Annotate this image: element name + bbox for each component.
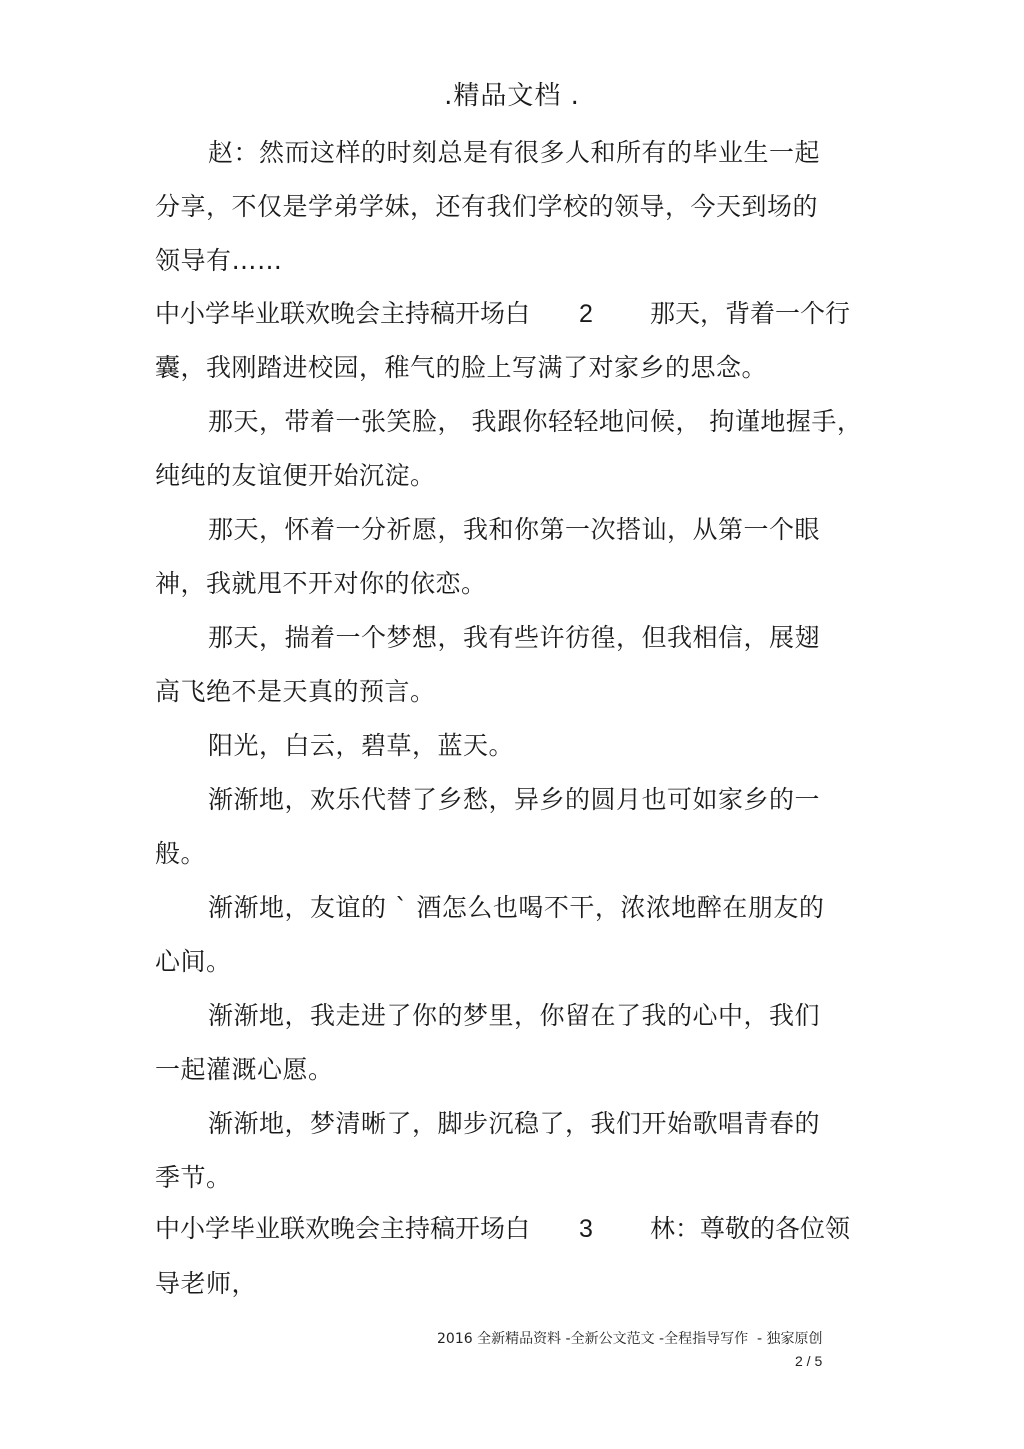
text-line: 季节。	[155, 1163, 232, 1192]
text-line: 那天，带着一张笑脸， 我跟你轻轻地问候， 拘谨地握手，	[208, 407, 863, 436]
text-line: 囊，我刚踏进校园，稚气的脸上写满了对家乡的思念。	[155, 353, 768, 382]
text-line: 分享，不仅是学弟学妹，还有我们学校的领导，今天到场的	[155, 192, 819, 221]
section-number: 2	[579, 300, 593, 328]
section-text: 那天，背着一个行	[650, 299, 851, 328]
text-line: 般。	[155, 839, 207, 868]
page-footer: 2016 全新精品资料 -全新公文范文 -全程指导写作 - 独家原创	[437, 1331, 823, 1347]
page-number: 2 / 5	[795, 1353, 823, 1369]
text-line: 高飞绝不是天真的预言。	[155, 677, 436, 706]
text-line: 导老师，	[155, 1269, 258, 1298]
text-line: 神，我就甩不开对你的依恋。	[155, 569, 487, 598]
text-line: 渐渐地，友谊的 ` 酒怎么也喝不干，浓浓地醉在朋友的	[208, 893, 825, 922]
section-title: 中小学毕业联欢晚会主持稿开场白	[155, 1214, 531, 1243]
text-line: 心间。	[155, 947, 232, 976]
section-title: 中小学毕业联欢晚会主持稿开场白	[155, 299, 531, 328]
section-number: 3	[579, 1215, 593, 1243]
section-text: 林：尊敬的各位领	[650, 1214, 851, 1243]
text-line: 阳光，白云，碧草，蓝天。	[208, 731, 515, 760]
text-line: 纯纯的友谊便开始沉淀。	[155, 461, 436, 490]
text-line: 渐渐地，我走进了你的梦里，你留在了我的心中，我们	[208, 1001, 821, 1030]
document-header: .精品文档 .	[444, 81, 580, 111]
text-line: 赵：然而这样的时刻总是有很多人和所有的毕业生一起	[208, 138, 821, 167]
text-line: 渐渐地，梦清晰了，脚步沉稳了，我们开始歌唱青春的	[208, 1109, 821, 1138]
text-line: 那天，揣着一个梦想，我有些许彷徨，但我相信，展翅	[208, 623, 821, 652]
text-line: 领导有……	[155, 246, 283, 275]
text-line: 一起灌溉心愿。	[155, 1055, 334, 1084]
text-line: 渐渐地，欢乐代替了乡愁，异乡的圆月也可如家乡的一	[208, 785, 821, 814]
section-heading-3	[155, 1211, 855, 1247]
section-heading-2	[155, 296, 855, 332]
text-line: 那天，怀着一分祈愿，我和你第一次搭讪，从第一个眼	[208, 515, 821, 544]
